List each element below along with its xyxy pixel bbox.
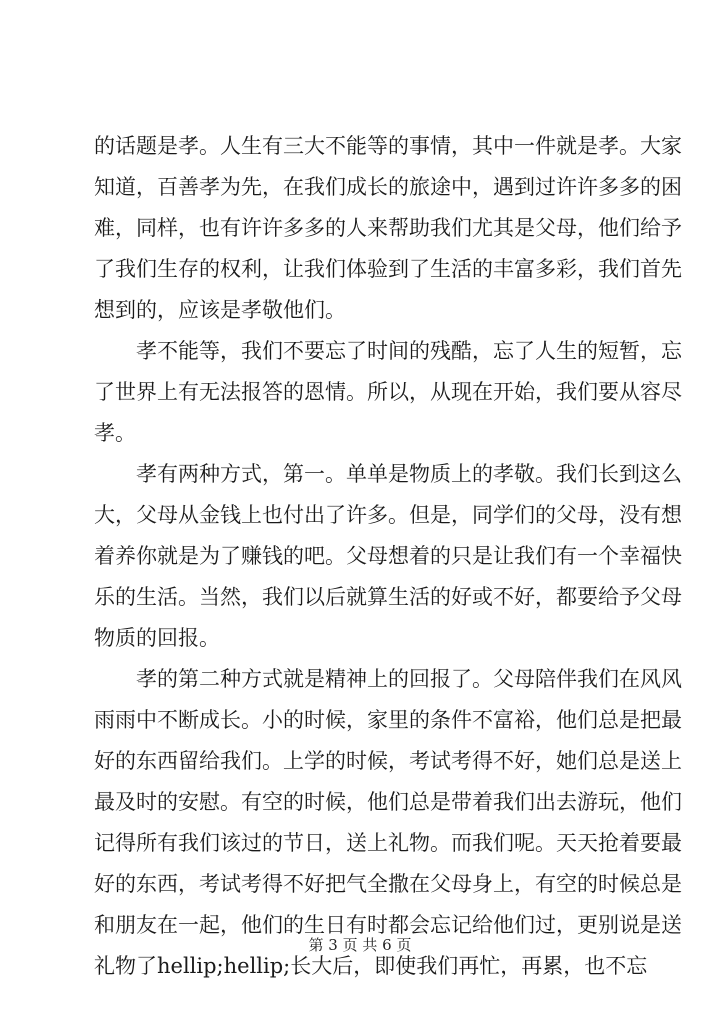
text-line: 乐 的 生 活 。 当 然 ， 我 们 以 后 就 算 生 活 的 好 或 不 好 ， 都 要 给 予 父 母 (94, 585, 682, 609)
text-line: 最 及 时 的 安 慰 。 有 空 的 时 候 ， 他 们 总 是 带 着 我 们 出 去 游 玩 ， 他 们 (94, 790, 682, 814)
text-line: 物质的回报。 (94, 626, 220, 650)
text-line: 记 得 所 有 我 们 该 过 的 节 日 ， 送 上 礼 物 。 而 我 们 呢 。 天 天 抢 着 要 最 (94, 831, 682, 855)
text-line: 孝。 (94, 421, 136, 445)
text-line: 着 养 你 就 是 为 了 赚 钱 的 吧 。 父 母 想 着 的 只 是 让 我 们 有 一 个 幸 福 快 (94, 544, 682, 568)
document-body (94, 126, 682, 987)
text-line: 了 世 界 上 有 无 法 报 答 的 恩 情 。 所 以 ， 从 现 在 开 始 ， 我 们 要 从 容 尽 (94, 380, 682, 404)
text-line: 大 ， 父 母 从 金 钱 上 也 付 出 了 许 多 。 但 是 ， 同 学 们 的 父 母 ， 没 有 想 (94, 503, 682, 527)
text-line: 好 的 东 西 ， 考 试 考 得 不 好 把 气 全 撒 在 父 母 身 上 ， 有 空 的 时 候 总 是 (94, 872, 682, 896)
text-line: 想到的，应该是孝敬他们。 (94, 298, 346, 322)
text-line: 了 我 们 生 存 的 权 利 ， 让 我 们 体 验 到 了 生 活 的 丰 富 多 彩 ， 我 们 首 先 (94, 257, 682, 281)
text-line: 和 朋 友 在 一 起 ， 他 们 的 生 日 有 时 都 会 忘 记 给 他 们 过 ， 更 别 说 是 送 (94, 913, 682, 937)
text-line: 好 的 东 西 留 给 我 们 。 上 学 的 时 候 ， 考 试 考 得 不 好 ， 她 们 总 是 送 上 (94, 749, 682, 773)
page-footer: 第 3 页 共 6 页 (308, 936, 412, 954)
text-line: 孝 的 第 二 种 方 式 就 是 精 神 上 的 回 报 了 。 父 母 陪 伴 我 们 在 风 风 (136, 667, 682, 691)
text-line: 知 道 ， 百 善 孝 为 先 ， 在 我 们 成 长 的 旅 途 中 ， 遇 到 过 许 许 多 多 的 困 (94, 175, 682, 199)
text-line: 难 ， 同 样 ， 也 有 许 许 多 多 的 人 来 帮 助 我 们 尤 其 是 父 母 ， 他 们 给 予 (94, 216, 682, 240)
text-line: 的 话 题 是 孝 。 人 生 有 三 大 不 能 等 的 事 情 ， 其 中 一 件 就 是 孝 。 大 家 (94, 134, 682, 158)
text-line: 礼 物 了 hellip;hellip; 长 大 后 ， 即 使 我 们 再 忙 ， 再 累 ， 也 不 忘 (94, 954, 648, 978)
text-line: 孝 有 两 种 方 式 ， 第 一 。 单 单 是 物 质 上 的 孝 敬 。 我 们 长 到 这 么 (136, 462, 682, 486)
text-line: 雨 雨 中 不 断 成 长 。 小 的 时 候 ， 家 里 的 条 件 不 富 裕 ， 他 们 总 是 把 最 (94, 708, 682, 732)
text-line: 孝 不 能 等 ， 我 们 不 要 忘 了 时 间 的 残 酷 ， 忘 了 人 生 的 短 暂 ， 忘 (136, 339, 682, 363)
